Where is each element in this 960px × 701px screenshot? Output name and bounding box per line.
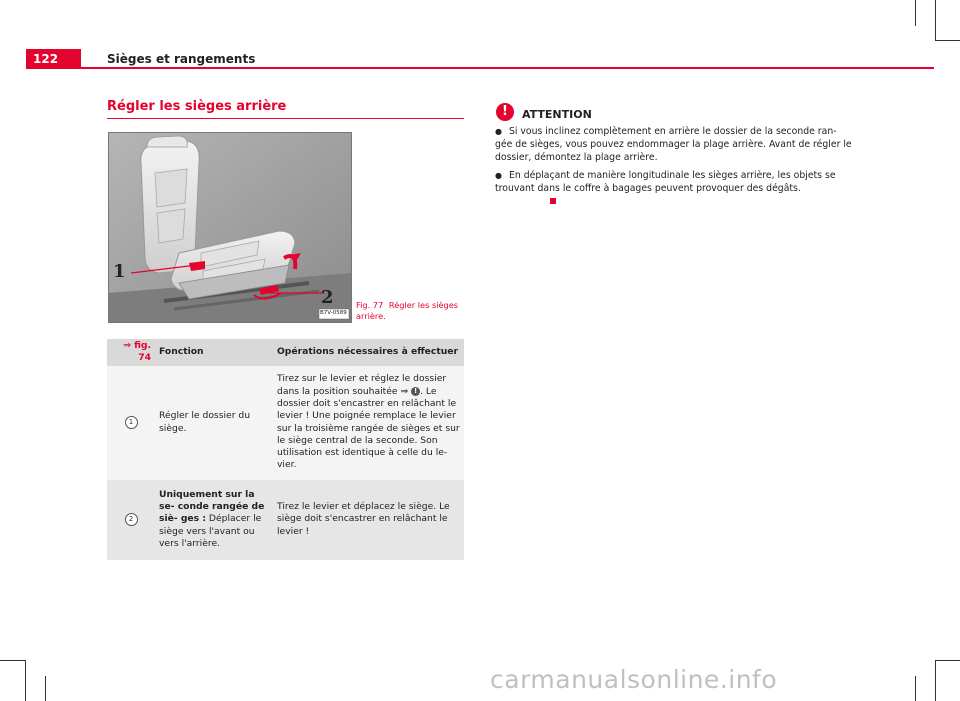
attention-bullet-text: En déplaçant de manière longitudinale les sièges arrière, les objets se trouvant dans le coffre à bagages peuvent provoquer des dégâts.: [495, 170, 836, 194]
warning-icon: !: [496, 103, 514, 121]
crop-mark: [25, 660, 26, 701]
crop-mark: [915, 676, 916, 701]
table-header-row: [107, 339, 464, 366]
function-bold-text: Uniquement sur la se- conde rangée de siè- ges :: [159, 488, 265, 525]
end-mark-icon: [550, 198, 556, 204]
table-header-ref[interactable]: ⇒ fig. 74: [107, 339, 155, 366]
section-rule: [107, 118, 464, 119]
figure-label-2: 2: [321, 287, 334, 308]
table-row: [107, 366, 464, 480]
bullet-icon: ●: [495, 127, 502, 136]
table-cell-operation: Tirez le levier et déplacez le siège. Le siège doit s'encastrer en relâchant le levier !: [273, 480, 464, 560]
crop-mark: [915, 0, 916, 26]
crop-mark: [935, 0, 936, 40]
caption-text: Régler les sièges arrière.: [356, 300, 459, 321]
crop-mark: [935, 40, 960, 41]
list-item: [495, 169, 855, 208]
seat-illustration: [109, 133, 351, 322]
operation-text: Tirez sur le levier et réglez le dossier dans la position souhaitée ⇒: [277, 373, 447, 397]
attention-title: ATTENTION: [522, 108, 592, 121]
figure-caption: [356, 300, 466, 322]
function-text: Déplacer le siège vers l'avant ou vers l'arrière.: [159, 513, 262, 550]
table-cell-function: Régler le dossier du siège.: [155, 366, 273, 480]
table-cell-operation: [273, 366, 464, 480]
table-cell-callout: [107, 366, 155, 480]
attention-body: [495, 125, 855, 213]
header-rule: [26, 67, 934, 69]
figure-label-1: 1: [113, 261, 126, 282]
bullet-icon: ●: [495, 171, 502, 180]
warning-icon[interactable]: !: [411, 387, 420, 396]
attention-bullet-text: Si vous inclinez complètement en arrière le dossier de la seconde ran- gée de sièges, vous pouvez endommager la plage arrière. Avant de régler le dossier, démontez la plage arrière.: [495, 126, 852, 163]
header-title: Sièges et rangements: [107, 52, 256, 66]
list-item: [495, 125, 855, 164]
table-header-operations: Opérations nécessaires à effectuer: [273, 339, 464, 366]
table-header-function: Fonction: [155, 339, 273, 366]
callout-1: 1: [125, 416, 138, 429]
crop-mark: [935, 660, 960, 661]
table-row: [107, 480, 464, 560]
table-cell-callout: [107, 480, 155, 560]
section-title: Régler les sièges arrière: [107, 99, 287, 114]
seat-figure: [108, 132, 352, 323]
operations-table: [107, 339, 464, 560]
watermark: carmanualsonline.info: [490, 665, 778, 694]
page-number: 122: [26, 49, 81, 69]
crop-mark: [0, 660, 25, 661]
figure-code: B7V-0589: [320, 310, 347, 316]
callout-2: 2: [125, 513, 138, 526]
table-cell-function: [155, 480, 273, 560]
caption-ref: Fig. 77: [356, 300, 384, 310]
crop-mark: [45, 676, 46, 701]
operation-text-cont: . Le dossier doit s'encastrer en relâchant le levier ! Une poignée remplace le levier sur la troisième rangée de sièges et sur le siège central de la seconde. Son utilisation est identique à celle du le- vier.: [277, 385, 460, 471]
crop-mark: [935, 660, 936, 701]
